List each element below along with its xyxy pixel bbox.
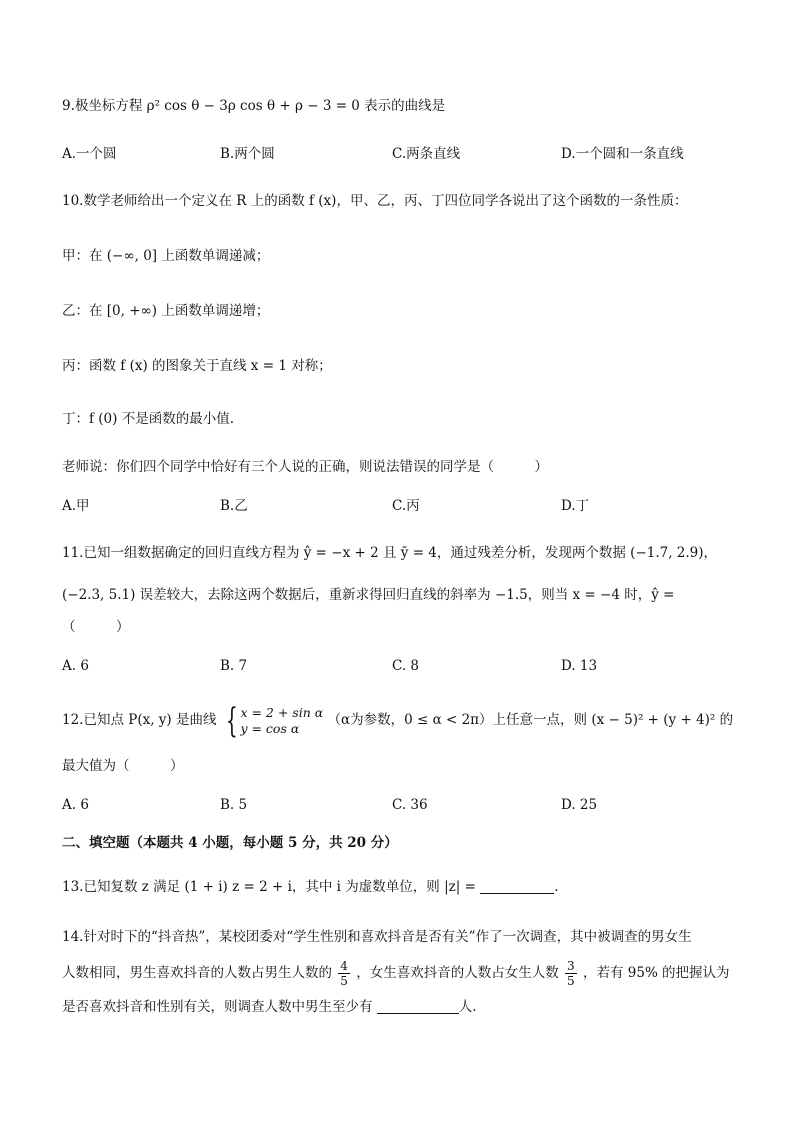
parametric-system [221,700,324,741]
q10-option-a: A.甲 [62,498,90,514]
q14-answer-blank[interactable] [377,999,459,1014]
q12-option-c: C. 36 [392,797,428,813]
q12-option-b: B. 5 [220,797,248,813]
q14-line1: 14.针对时下的“抖音热”，某校团委对“学生性别和喜欢抖音是否有关”作了一次调查，其中被调查的男女生 [62,929,692,945]
q12-prefix: 12.已知点 P(x, y) 是曲线 [62,712,217,728]
q12-suffix: （α为参数，0 ≤ α < 2π）上任意一点，则 (x − 5)² + (y + 4)² 的 [327,712,734,728]
q12-option-a: A. 6 [62,797,89,813]
q10-options [62,496,742,516]
q11-line3: （ ） [62,619,130,635]
q10-jia: 甲：在 (−∞, 0] 上函数单调递减； [62,248,270,264]
q13-end: . [554,879,559,895]
q13-answer-blank[interactable] [480,879,554,894]
left-brace-icon: { [225,700,238,741]
q14-line2 [62,955,730,991]
q9-option-b: B.两个圆 [220,146,275,162]
q9-options [62,144,742,164]
q13-line [62,877,559,897]
q11-option-d: D. 13 [561,658,598,674]
q14-line2-part2: ，女生喜欢抖音的人数占女生人数 [356,965,559,981]
q12-system-row2: y = cos α [240,720,300,736]
q11-line2: (−2.3, 5.1) 误差较大，去除这两个数据后，重新求得回归直线的斜率为 −1.5，则当 x = −4 时，ŷ = [62,587,675,603]
fraction-numerator: 4 [340,959,348,973]
q10-option-c: C.丙 [392,498,420,514]
q11-options [62,656,742,676]
q10-option-b: B.乙 [220,498,248,514]
q9-stem: 9.极坐标方程 ρ² cos θ − 3ρ cos θ + ρ − 3 = 0 表示的曲线是 [62,98,446,114]
fraction-denominator: 5 [340,974,348,988]
section-heading-fill-in: 二、填空题（本题共 4 小题，每小题 5 分，共 20 分） [62,835,398,851]
fraction-numerator: 3 [567,959,575,973]
q14-line2-part1: 人数相同，男生喜欢抖音的人数占男生人数的 [62,965,332,981]
q12-line2: 最大值为（ ） [62,758,184,774]
q9-option-a: A.一个圆 [62,146,117,162]
q12-line1 [62,700,733,740]
q14-line3-part1: 是否喜欢抖音和性别有关，则调查人数中男生至少有 [62,999,373,1015]
q12-option-d: D. 25 [561,797,598,813]
q11-option-a: A. 6 [62,658,89,674]
q14-line3 [62,997,477,1017]
q14-line3-part2: 人. [458,999,477,1015]
q9-option-d: D.一个圆和一条直线 [561,146,684,162]
q10-teacher: 老师说：你们四个同学中恰好有三个人说的正确，则说法错误的同学是（ ） [62,459,548,475]
q9-option-c: C.两条直线 [392,146,461,162]
fraction-denominator: 5 [567,974,575,988]
q10-bing: 丙：函数 f (x) 的图象关于直线 x = 1 对称； [62,358,332,374]
q12-system-row1: x = 2 + sin α [240,704,324,720]
fraction-four-fifths [338,959,350,988]
q11-option-c: C. 8 [392,658,420,674]
q10-yi: 乙：在 [0, +∞) 上函数单调递增； [62,303,270,319]
q14-line2-part3: ，若有 95% 的把握认为 [582,965,730,981]
q13-text: 13.已知复数 z 满足 (1 + i) z = 2 + i，其中 i 为虚数单位，则 |z| = [62,879,476,895]
q12-options [62,795,742,815]
fraction-three-fifths [565,959,577,988]
q10-option-d: D.丁 [561,498,590,514]
q10-ding: 丁：f (0) 不是函数的最小值. [62,411,234,427]
q11-option-b: B. 7 [220,658,248,674]
q10-stem: 10.数学老师给出一个定义在 R 上的函数 f (x)，甲、乙，丙、丁四位同学各说出了这个函数的一条性质： [62,193,688,209]
q11-line1: 11.已知一组数据确定的回归直线方程为 ŷ = −x + 2 且 ȳ = 4，通过残差分析，发现两个数据 (−1.7, 2.9)， [62,545,718,561]
